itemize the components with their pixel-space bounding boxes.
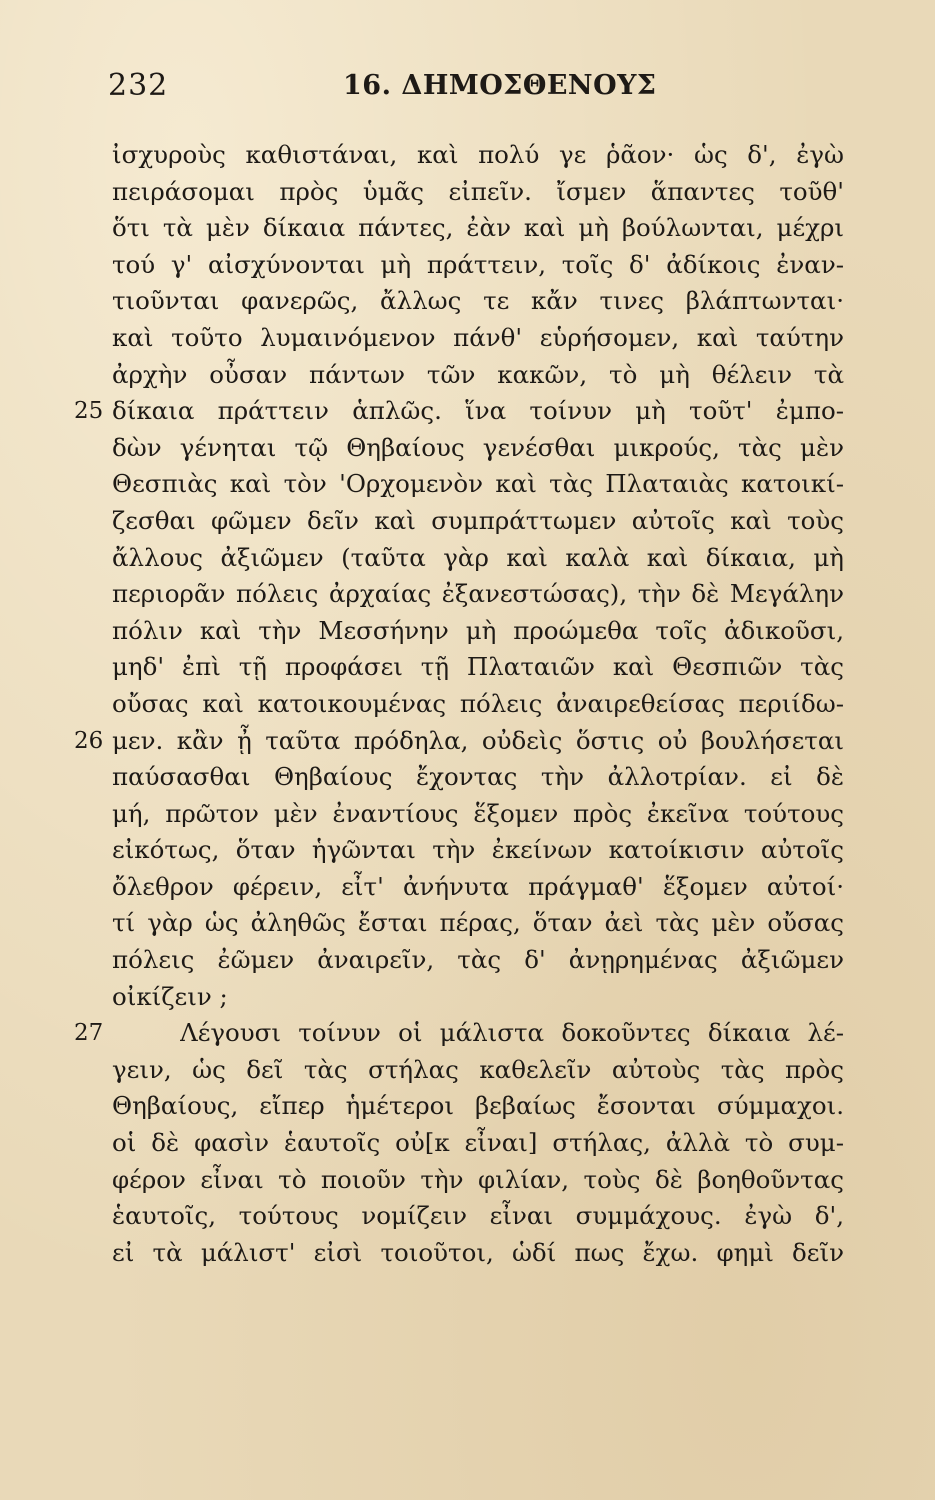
line-text: ὄλεθρον φέρειν, εἶτ' ἀνήνυτα πράγμαθ' ἕξομεν αὐτοί·: [112, 871, 844, 901]
text-line: [0, 796, 935, 833]
text-line: [0, 1198, 935, 1235]
text-line: [0, 613, 935, 650]
line-text: τί γὰρ ὡς ἀληθῶς ἔσται πέρας, ὅταν ἀεὶ τὰς μὲν οὔσας: [112, 908, 844, 938]
text-line: [0, 210, 935, 247]
text-line: [0, 137, 935, 174]
line-text: καὶ τοῦτο λυμαινόμενον πάνθ' εὑρήσομεν, καὶ ταύτην: [112, 322, 844, 352]
line-text: περιορᾶν πόλεις ἀρχαίας ἐξανεστώσας), τὴν δὲ Μεγάλην: [112, 579, 844, 609]
running-head: 16. ΔΗΜΟΣΘΕΝΟΥΣ: [343, 70, 657, 101]
line-text: ζεσθαι φῶμεν δεῖν καὶ συμπράττωμεν αὐτοῖς καὶ τοὺς: [112, 505, 844, 535]
body-text: [0, 137, 935, 1271]
line-text: παύσασθαι Θηβαίους ἔχοντας τὴν ἀλλοτρίαν. εἰ δὲ: [112, 762, 844, 792]
line-text: ἄλλους ἀξιῶμεν (ταῦτα γὰρ καὶ καλὰ καὶ δίκαια, μὴ: [112, 542, 844, 572]
line-text: μηδ' ἐπὶ τῇ προφάσει τῇ Πλαταιῶν καὶ Θεσπιῶν τὰς: [112, 652, 844, 682]
line-text: δίκαια πράττειν ἁπλῶς. ἵνα τοίνυν μὴ τοῦτ' ἐμπο-: [112, 396, 844, 426]
line-text: ἀρχὴν οὖσαν πάντων τῶν κακῶν, τὸ μὴ θέλειν τὰ: [112, 359, 844, 389]
text-line: [0, 723, 935, 760]
text-line: [0, 174, 935, 211]
line-text: οἰκίζειν ;: [112, 981, 228, 1011]
line-text: Λέγουσι τοίνυν οἱ μάλιστα δοκοῦντες δίκαια λέ-: [180, 1018, 844, 1048]
text-line: [0, 1015, 935, 1052]
line-text: μή, πρῶτον μὲν ἐναντίους ἕξομεν πρὸς ἐκεῖνα τούτους: [112, 798, 844, 828]
line-text: πόλιν καὶ τὴν Μεσσήνην μὴ προώμεθα τοῖς ἀδικοῦσι,: [112, 615, 844, 645]
line-text: φέρον εἶναι τὸ ποιοῦν τὴν φιλίαν, τοὺς δὲ βοηθοῦντας: [112, 1164, 844, 1194]
line-text: τιοῦνται φανερῶς, ἄλλως τε κἄν τινες βλάπτωνται·: [112, 286, 844, 316]
line-text: γειν, ὡς δεῖ τὰς στήλας καθελεῖν αὐτοὺς τὰς πρὸς: [112, 1054, 844, 1084]
text-line: [0, 576, 935, 613]
line-text: Θηβαίους, εἴπερ ἡμέτεροι βεβαίως ἔσονται σύμμαχοι.: [112, 1091, 844, 1121]
text-line: [0, 503, 935, 540]
line-text: οὔσας καὶ κατοικουμένας πόλεις ἀναιρεθείσας περιίδω-: [112, 688, 844, 718]
section-number: 26: [74, 727, 104, 754]
text-line: [0, 979, 935, 1016]
text-line: [0, 1088, 935, 1125]
line-text: ἰσχυροὺς καθιστάναι, καὶ πολύ γε ῥᾶον· ὡς δ', ἐγὼ: [112, 140, 844, 169]
text-line: [0, 283, 935, 320]
line-text: τού γ' αἰσχύνονται μὴ πράττειν, τοῖς δ' ἀδίκοις ἐναν-: [112, 249, 844, 279]
text-line: [0, 320, 935, 357]
text-line: [0, 540, 935, 577]
text-line: [0, 357, 935, 394]
text-line: [0, 1125, 935, 1162]
text-line: [0, 942, 935, 979]
text-line: [0, 393, 935, 430]
line-text: οἱ δὲ φασὶν ἑαυτοῖς οὐ[κ εἶναι] στήλας, ἀλλὰ τὸ συμ-: [112, 1128, 844, 1158]
line-text: εἰ τὰ μάλιστ' εἰσὶ τοιοῦτοι, ὡδί πως ἔχω. φημὶ δεῖν: [112, 1237, 844, 1267]
line-text: μεν. κἂν ᾖ ταῦτα πρόδηλα, οὐδεὶς ὅστις οὐ βουλήσεται: [112, 725, 844, 755]
text-line: [0, 686, 935, 723]
text-line: [0, 1052, 935, 1089]
text-line: [0, 466, 935, 503]
line-text: ὅτι τὰ μὲν δίκαια πάντες, ἐὰν καὶ μὴ βούλωνται, μέχρι: [112, 213, 844, 243]
text-line: [0, 430, 935, 467]
text-line: [0, 869, 935, 906]
page-number: 232: [108, 68, 169, 103]
line-text: εἰκότως, ὅταν ἡγῶνται τὴν ἐκείνων κατοίκισιν αὐτοῖς: [112, 835, 844, 865]
section-number: 27: [74, 1020, 104, 1047]
line-text: δὼν γένηται τῷ Θηβαίους γενέσθαι μικρούς, τὰς μὲν: [112, 432, 844, 462]
text-line: [0, 832, 935, 869]
line-text: πόλεις ἐῶμεν ἀναιρεῖν, τὰς δ' ἀνῃρημένας ἀξιῶμεν: [112, 945, 844, 975]
section-number: 25: [74, 398, 104, 425]
text-line: [0, 1162, 935, 1199]
text-line: [0, 1235, 935, 1272]
line-text: Θεσπιὰς καὶ τὸν 'Ορχομενὸν καὶ τὰς Πλαταιὰς κατοικί-: [112, 469, 844, 499]
text-line: [0, 759, 935, 796]
line-text: ἑαυτοῖς, τούτους νομίζειν εἶναι συμμάχους. ἐγὼ δ',: [112, 1201, 844, 1231]
text-line: [0, 905, 935, 942]
text-line: [0, 649, 935, 686]
page-header: [0, 68, 935, 118]
line-text: πειράσομαι πρὸς ὑμᾶς εἰπεῖν. ἴσμεν ἅπαντες τοῦθ': [112, 176, 844, 206]
text-line: [0, 247, 935, 284]
